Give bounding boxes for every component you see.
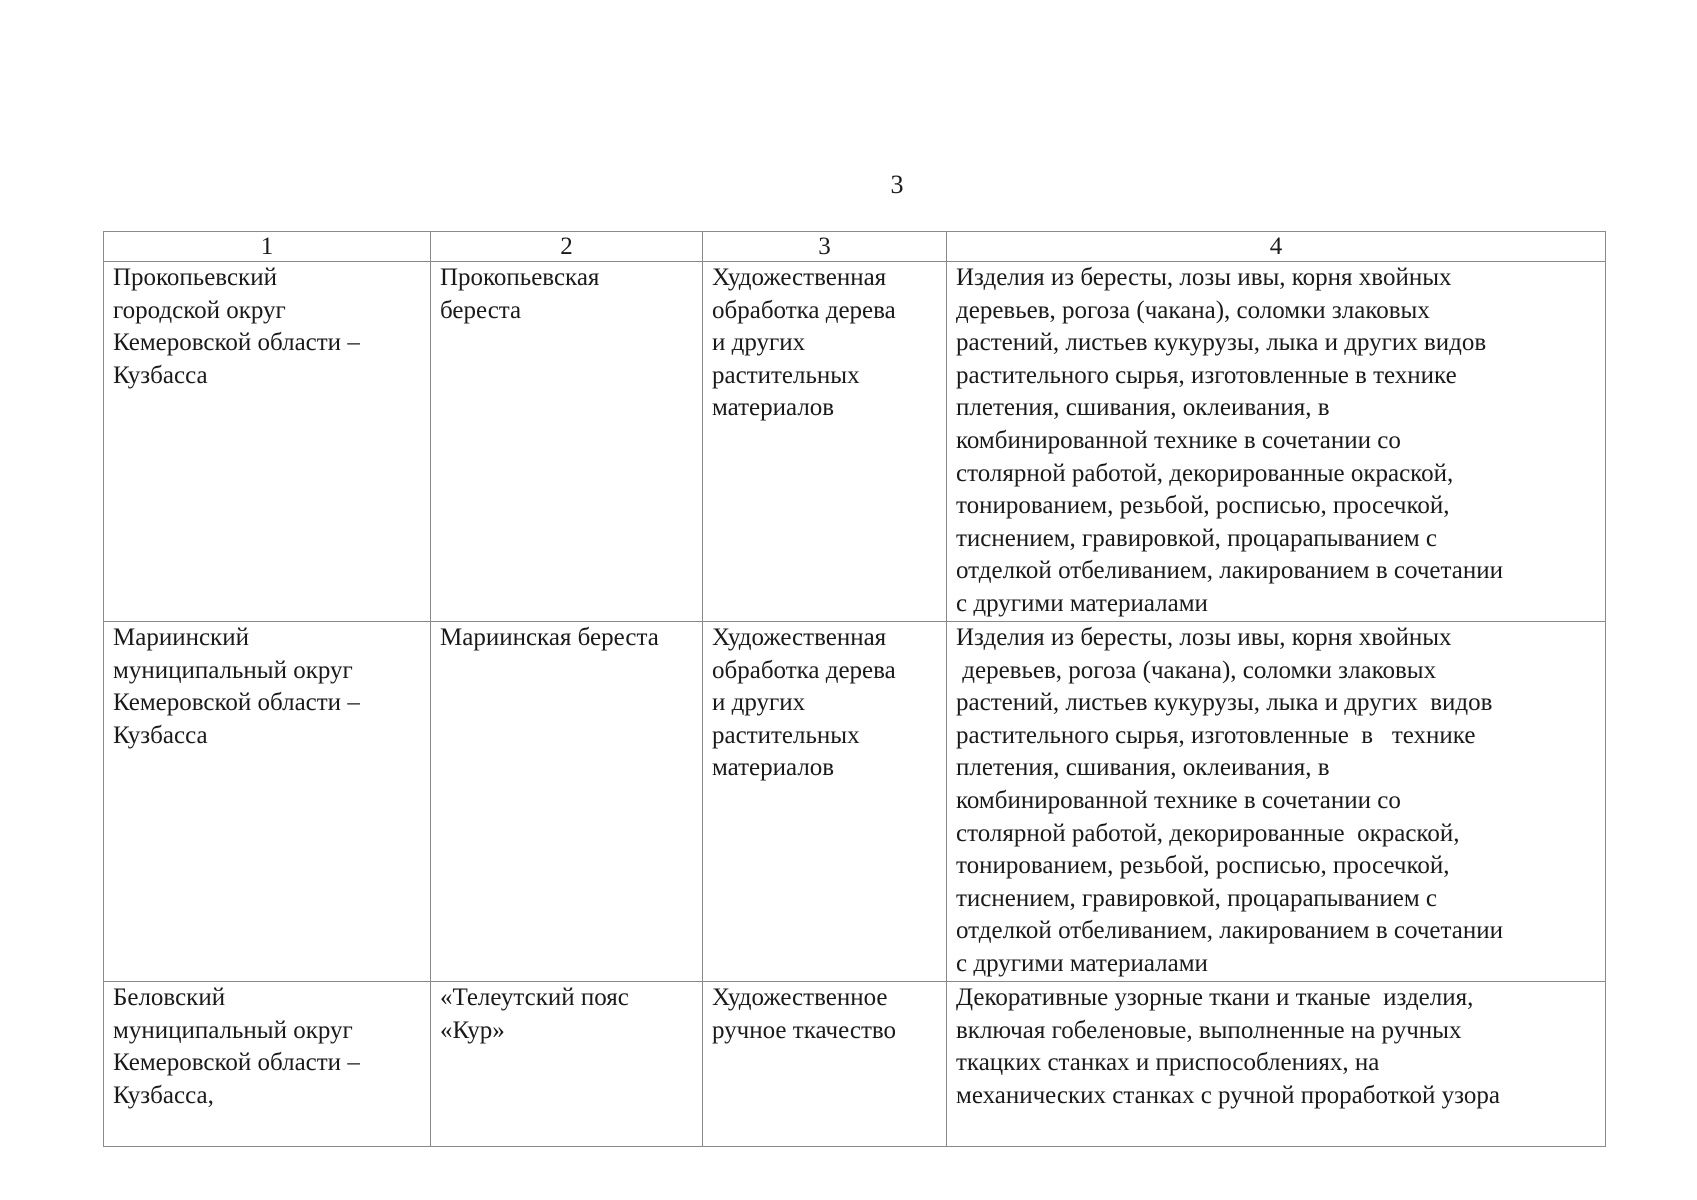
description-cell: Изделия из бересты, лозы ивы, корня хвойных деревьев, рогоза (чакана), соломки злаковых растений, листьев кукурузы, лыка и других видов растительного сырья, изготовленные в технике плетения, сшивания, оклеивания, в комбинированной технике в сочетании со столярной работой, декорированные окраской, тонированием, резьбой, росписью, просечкой, тиснением, гравировкой, процарапыванием с отделкой отбеливанием, лакированием в сочетании с другими материалами [947, 262, 1606, 622]
header-cell-1: 1 [104, 232, 431, 262]
craft-type-cell: Художественная обработка дерева и других растительных материалов [703, 262, 947, 622]
table-row [104, 982, 1606, 1147]
craft-name-cell: Мариинская береста [431, 622, 703, 982]
territory-cell: Мариинский муниципальный округ Кемеровской области – Кузбасса [104, 622, 431, 982]
header-cell-2: 2 [431, 232, 703, 262]
craft-name-cell: «Телеутский пояс «Кур» [431, 982, 703, 1147]
table-row [104, 262, 1606, 622]
territory-cell: Беловский муниципальный округ Кемеровской области – Кузбасса, [104, 982, 431, 1147]
craft-type-cell: Художественная обработка дерева и других растительных материалов [703, 622, 947, 982]
header-cell-4: 4 [947, 232, 1606, 262]
craft-name-cell: Прокопьевская береста [431, 262, 703, 622]
craft-type-cell: Художественное ручное ткачество [703, 982, 947, 1147]
table-row [104, 622, 1606, 982]
territory-cell: Прокопьевский городской округ Кемеровской области – Кузбасса [104, 262, 431, 622]
crafts-table [103, 231, 1606, 1147]
header-cell-3: 3 [703, 232, 947, 262]
table-header-row [104, 232, 1606, 262]
page-number: 3 [890, 170, 904, 199]
description-cell: Изделия из бересты, лозы ивы, корня хвойных деревьев, рогоза (чакана), соломки злаковых растений, листьев кукурузы, лыка и других видов растительного сырья, изготовленные в технике плетения, сшивания, оклеивания, в комбинированной технике в сочетании со столярной работой, декорированные окраской, тонированием, резьбой, росписью, просечкой, тиснением, гравировкой, процарапыванием с отделкой отбеливанием, лакированием в сочетании с другими материалами [947, 622, 1606, 982]
description-cell: Декоративные узорные ткани и тканые изделия, включая гобеленовые, выполненные на ручных ткацких станках и приспособлениях, на механических станках с ручной проработкой узора [947, 982, 1606, 1147]
